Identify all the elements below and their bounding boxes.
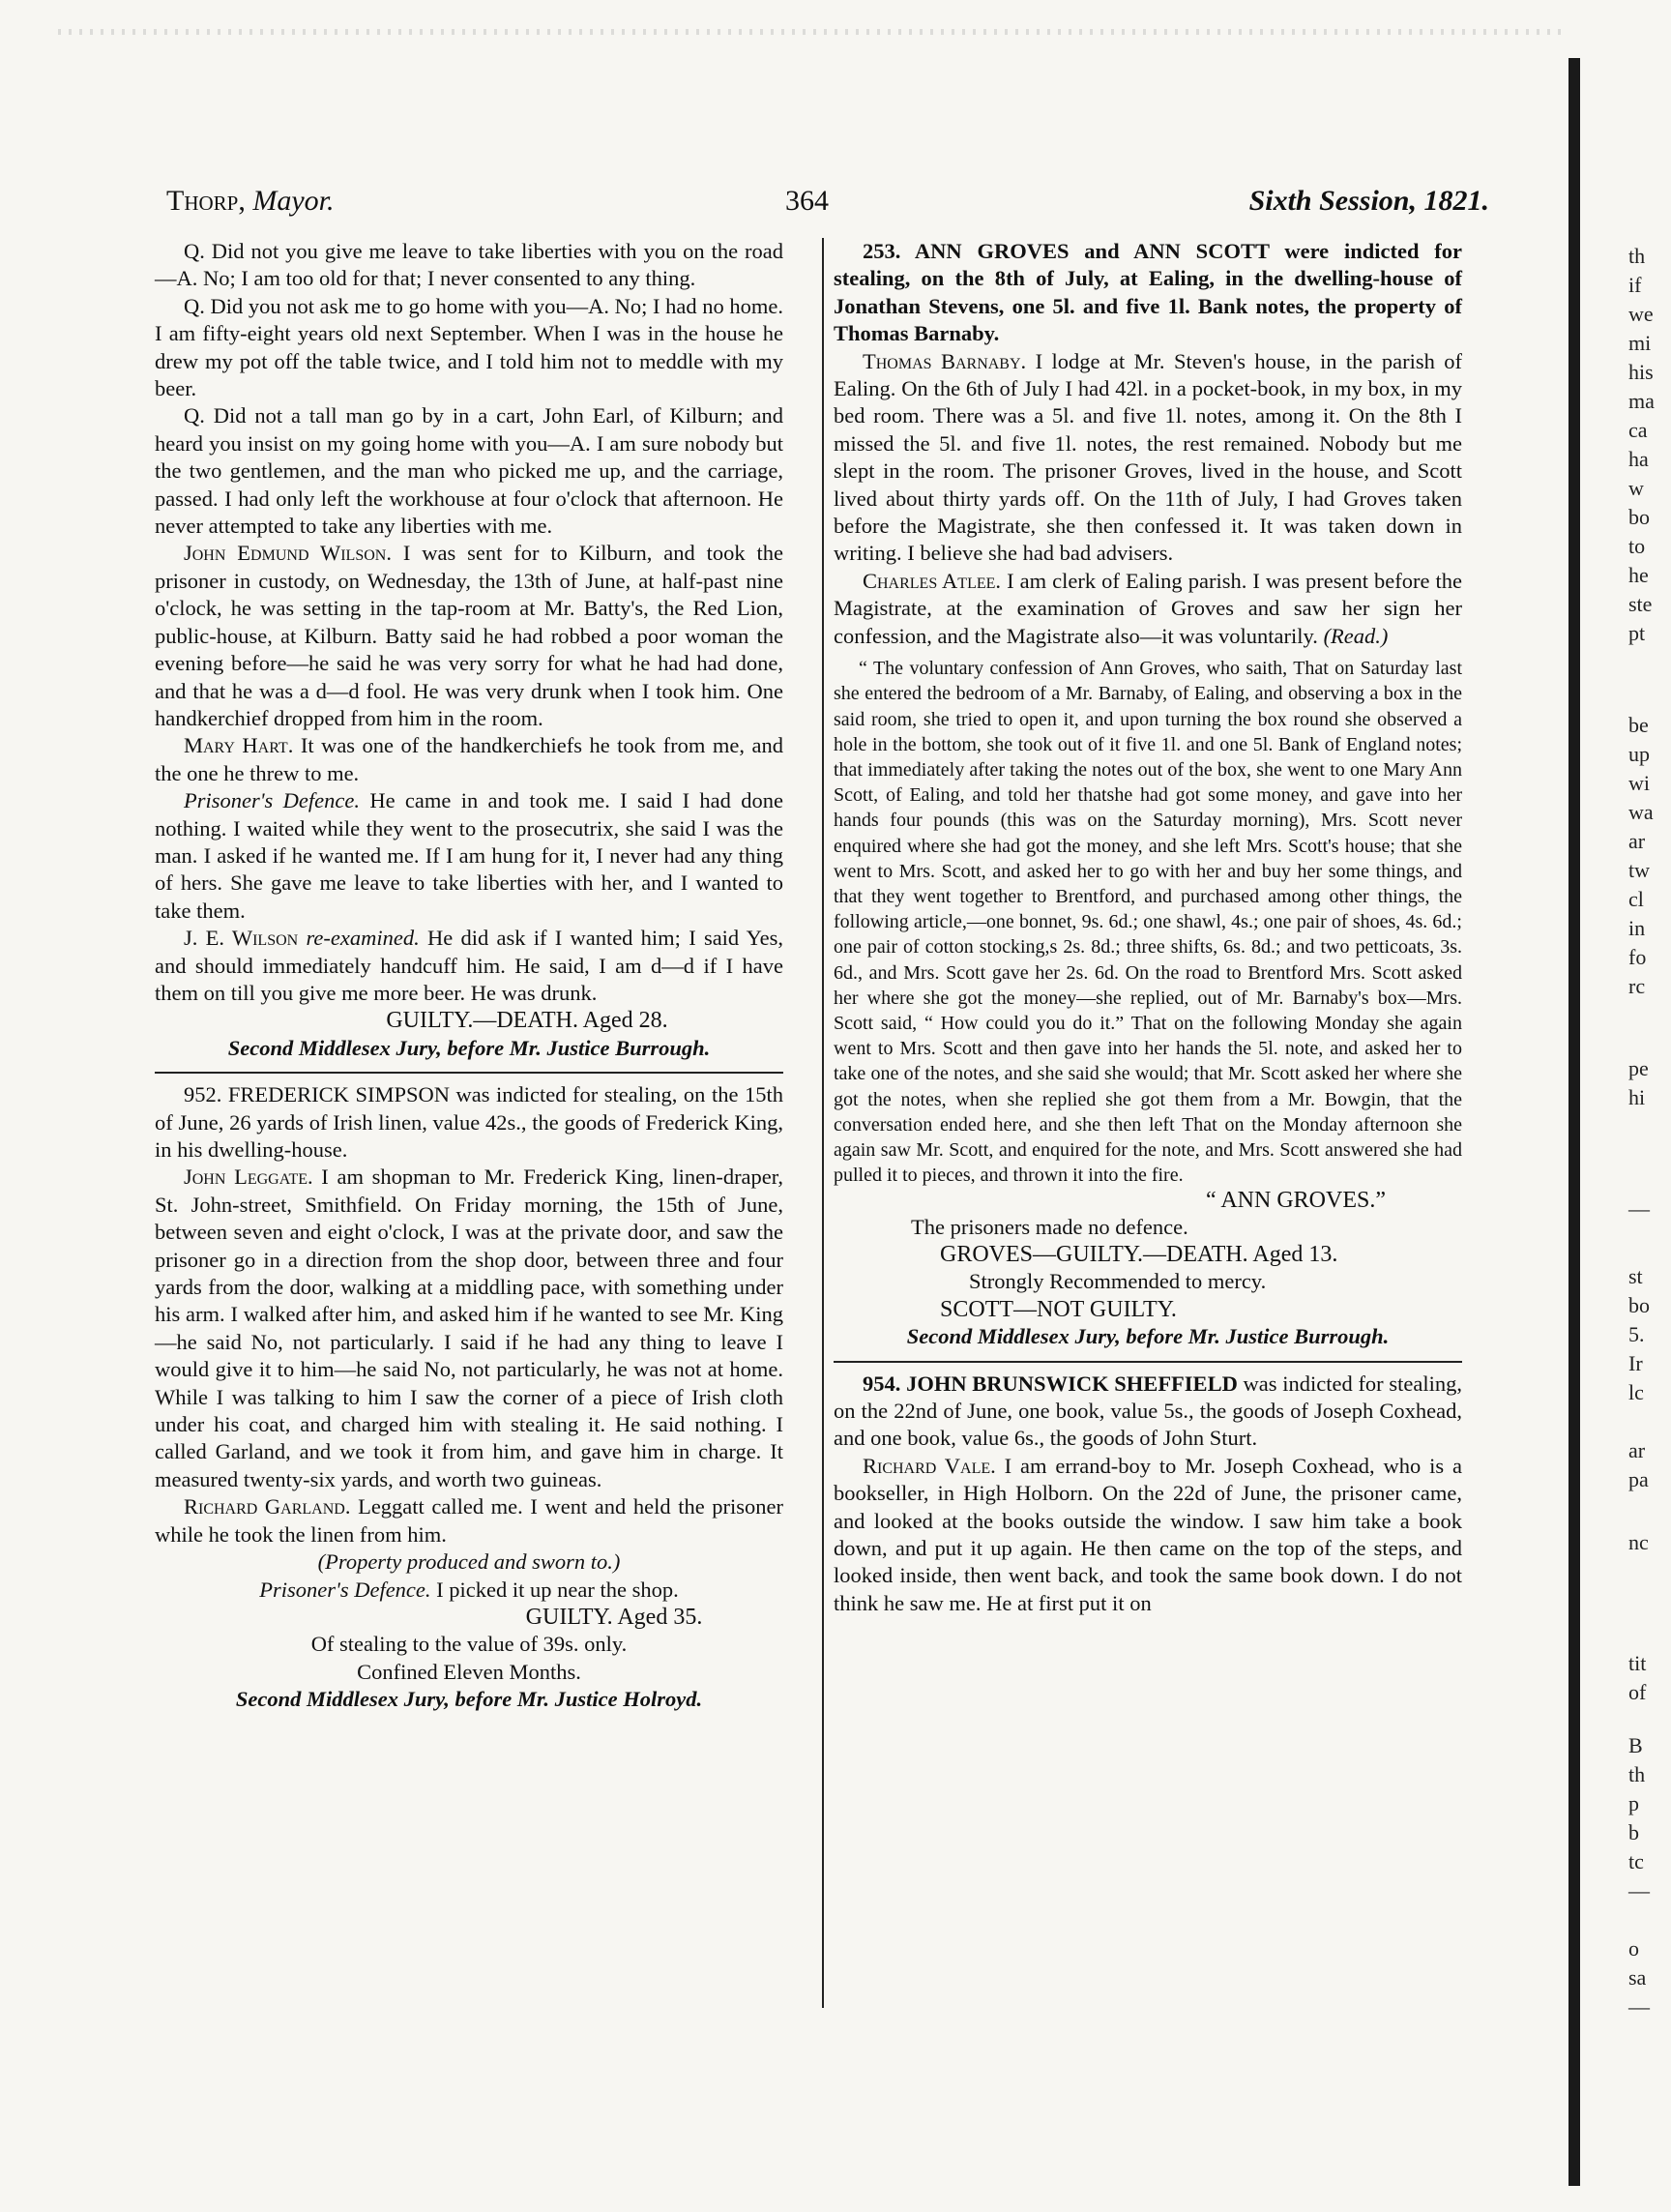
verdict: GROVES—GUILTY.—DEATH. Aged 13. <box>940 1241 1338 1267</box>
verdict: GUILTY. Aged 35. <box>525 1604 703 1630</box>
edge-fragment: tc <box>1628 1849 1644 1873</box>
edge-fragment: up <box>1628 742 1650 766</box>
edge-fragment: B <box>1628 1733 1643 1757</box>
edge-fragment: rc <box>1628 974 1646 998</box>
edge-fragment: th <box>1628 244 1646 268</box>
edge-fragment: — <box>1628 1878 1650 1902</box>
recommendation: Strongly Recommended to mercy. <box>969 1269 1267 1294</box>
testimony: Richard Vale. I am errand-boy to Mr. Joseph Coxhead, who is a bookseller, in High Holborn. On the 22d of June, the prisoner came, and looked at the books outside the window. I saw him take a book down, and put it up again. He then came on the top of the steps, and looked inside, then went back, and took the same book down. I do not think he saw me. He at first put it on <box>834 1453 1462 1615</box>
edge-fragment: bo <box>1628 1293 1650 1317</box>
edge-fragment: pe <box>1628 1056 1649 1080</box>
confession-text: “ The voluntary confession of Ann Groves, who saith, That on Saturday last she entered the bedroom of a Mr. Barnaby, of Ealing, and observing a box in the said room, she tried to open it, and upon turning the box round she observed a hole in the bottom, she took out of it five 1l. and one 5l. Bank of England notes; that immediately after taking the notes out of the box, she went to one Mary Ann Scott, of Ealing, and told her thatshe had got some money, and gave into her hands four pounds (this was on the Saturday morning), Mrs. Scott never enquired where she had got the money, and she left Mrs. Scott's house; that she went to Mrs. Scott, and asked her to go with her and buy her some things, and that they went together to Brentford, and purchased among other things, the following article,—one bonnet, 9s. 6d.; one shawl, 4s.; one pair of shoes, 4s. 6d.; one pair of cotton stocking,s 2s. 8d.; three shifts, 6s. 8d.; and two petticoats, 3s. 6d., and Mrs. Scott gave her 2s. 6d. On the road to Brentford Mrs. Scott asked her where she got the money—she replied, out of Mr. Barnaby's box—Mrs. Scott said, “ How could you do it.” That on the following Monday she again went to Mrs. Scott and then gave into her hands the 5l. note, and asked her to take one of the notes, and she said she would; that Mr. Scott asked her where she got the notes, when she replied she got them from a Mr. Bowgin, that the conversation ended here, and she then left That on the Monday afternoon she again saw Mr. Scott, and enquired for the note, and Mrs. Scott answered she had pulled it to pieces, and thrown it into the fire. <box>834 658 1462 1187</box>
edge-fragment: p <box>1628 1791 1639 1815</box>
scan-noise <box>58 29 1567 35</box>
edge-fragment: b <box>1628 1820 1639 1844</box>
case-indictment: 954. JOHN BRUNSWICK SHEFFIELD was indicted for stealing, on the 22nd of June, one book, value 5s., the goods of Joseph Coxhead, and one book, value 6s., the goods of John Sturt. <box>834 1371 1462 1451</box>
edge-fragment: hi <box>1628 1085 1646 1109</box>
edge-fragment: wi <box>1628 771 1650 795</box>
edge-fragment: lc <box>1628 1380 1644 1404</box>
confession-quote <box>834 656 1462 1213</box>
edge-fragment: mi <box>1628 331 1652 355</box>
edge-fragment: tit <box>1628 1651 1647 1675</box>
case-separator <box>834 1361 1462 1363</box>
edge-fragment: ar <box>1628 829 1646 853</box>
jury-line: Second Middlesex Jury, before Mr. Justice Holroyd. <box>235 1687 703 1712</box>
paragraph: Q. Did not you give me leave to take liberties with you on the road—A. No; I am too old for that; I never consented to any thing. <box>155 239 783 291</box>
defence: Prisoner's Defence. I picked it up near the shop. <box>259 1577 679 1602</box>
edge-fragment: tw <box>1628 858 1650 882</box>
edge-fragment: bo <box>1628 505 1650 529</box>
verdict: SCOTT—NOT GUILTY. <box>940 1296 1177 1322</box>
testimony: J. E. Wilson re-examined. He did ask if I wanted him; I said Yes, and should immediately handcuff him. He said, I am d—d if I have them on till you give me more beer. He was drunk. <box>155 926 783 1005</box>
sentence: Confined Eleven Months. <box>357 1659 581 1684</box>
edge-fragment: of <box>1628 1680 1647 1704</box>
edge-fragment: ar <box>1628 1438 1646 1462</box>
edge-fragment: — <box>1628 1994 1650 2019</box>
edge-fragment: Ir <box>1628 1351 1643 1375</box>
edge-fragment: o <box>1628 1936 1639 1961</box>
page-number: 364 <box>785 185 829 217</box>
confession-signature: “ ANN GROVES.” <box>1206 1188 1386 1214</box>
testimony: Mary Hart. It was one of the handkerchiefs he took from me, and the one he threw to me. <box>155 733 784 785</box>
verdict-detail: Of stealing to the value of 39s. only. <box>310 1632 628 1657</box>
edge-fragment: th <box>1628 1762 1646 1786</box>
edge-fragment: his <box>1628 360 1654 384</box>
edge-fragment: pt <box>1628 621 1646 645</box>
edge-fragment: we <box>1628 302 1654 326</box>
no-defence: The prisoners made no defence. <box>911 1214 1188 1239</box>
edge-fragment: nc <box>1628 1530 1649 1554</box>
testimony: John Edmund Wilson. I was sent for to Kilburn, and took the prisoner in custody, on Wednesday, the 13th of June, at half-past nine o'clock, he was setting in the tap-room at Mr. Batty's, the Red Lion, public-house, at Kilburn. Batty said he had robbed a poor woman the evening before—he said he was very sorry for what he had had done, and that he was a d—d fool. He was very drunk when I took him. One handkerchief dropped from him in the room. <box>155 541 783 730</box>
jury-line: Second Middlesex Jury, before Mr. Justice Burrough. <box>906 1324 1390 1349</box>
page-header <box>166 182 1489 221</box>
paragraph: Q. Did not a tall man go by in a cart, John Earl, of Kilburn; and heard you insist on my going home with you—A. I am sure nobody but the two gentlemen, and the man who picked me up, and the carriage, passed. I had only left the workhouse at four o'clock that afternoon. He never attempted to take any liberties with me. <box>155 403 783 539</box>
testimony: Richard Garland. Leggatt called me. I went and held the prisoner while he took the linen from him. <box>155 1494 784 1547</box>
edge-fragment: if <box>1628 273 1642 297</box>
defence: Prisoner's Defence. He came in and took me. I said I had done nothing. I waited while they went to the prosecutrix, she said I was the man. I asked if he wanted me. If I am hung for it, I never had any thing of hers. She gave me leave to take liberties with her, and I wanted to take them. <box>155 788 783 923</box>
edge-fragment: — <box>1628 1196 1650 1221</box>
edge-fragment: ma <box>1628 389 1655 413</box>
edge-fragment: pa <box>1628 1467 1649 1491</box>
case-indictment: 253. ANN GROVES and ANN SCOTT were indicted for stealing, on the 8th of July, at Ealing, in the dwelling-house of Jonathan Stevens, one 5l. and five 1l. Bank notes, the property of Thomas Barnaby. <box>834 239 1462 346</box>
edge-fragment: fo <box>1628 945 1647 969</box>
edge-fragment: st <box>1628 1264 1643 1288</box>
edge-fragment: ha <box>1628 447 1649 471</box>
edge-fragment: wa <box>1628 800 1654 824</box>
case-separator <box>155 1072 783 1074</box>
header-right: Sixth Session, 1821. <box>1248 185 1489 217</box>
jury-line: Second Middlesex Jury, before Mr. Justice Burrough. <box>227 1035 711 1060</box>
edge-fragment: ca <box>1628 418 1648 442</box>
edge-fragment: he <box>1628 563 1649 587</box>
edge-fragment: cl <box>1628 887 1644 911</box>
testimony: John Leggate. I am shopman to Mr. Frederick King, linen-draper, St. John-street, Smithfield. On Friday morning, the 15th of June, between seven and eight o'clock, I was at the private door, and saw the prisoner go in a direction from the shop door, between three and four yards from the door, walking at a middling pace, with something under his arm. I walked after him, and asked him if he wanted to see Mr. King—he said No, not particularly. I said if he had any thing to leave I would give it to him—he said No, not particularly, he was not at home. While I was talking to him I saw the corner of a piece of Irish cloth under his coat, and charged him with stealing it. He said nothing. I called Garland, and we took it from him, and gave him in charge. It measured twenty-six yards, and worth two guineas. <box>155 1165 783 1491</box>
testimony: Thomas Barnaby. I lodge at Mr. Steven's house, in the parish of Ealing. On the 6th of July I had 42l. in a pocket-book, in my box, in my bed room. There was a 5l. and five 1l. notes, among it. On the 8th I missed the 5l. and five 1l. notes, the rest remained. Nobody but me slept in the room. The prisoner Groves, lived in the house, and Scott lived about thirty yards off. On the 11th of July, I had Groves taken before the Magistrate, she then confessed it. It was taken down in writing. I believe she had bad advisers. <box>834 348 1463 566</box>
case-indictment: 952. FREDERICK SIMPSON was indicted for stealing, on the 15th of June, 26 yards of Irish linen, value 42s., the goods of Frederick King, in his dwelling-house. <box>155 1082 783 1162</box>
edge-fragment: ste <box>1628 592 1653 616</box>
edge-fragment: in <box>1628 916 1646 940</box>
edge-fragment: 5. <box>1628 1322 1645 1346</box>
paragraph: Q. Did you not ask me to go home with you—A. No; I had no home. I am fifty-eight years old next September. When I was in the house he drew my pot off the table twice, and I told him not to meddle with my beer. <box>155 293 783 401</box>
header-left: Thorp, Mayor. <box>166 185 335 217</box>
left-column <box>155 238 783 1714</box>
verdict: GUILTY.—DEATH. Aged 28. <box>386 1008 668 1034</box>
property-note: (Property produced and sworn to.) <box>317 1549 621 1575</box>
edge-fragment: to <box>1628 534 1646 558</box>
page-edge-shadow <box>1568 58 1580 2186</box>
edge-fragment: be <box>1628 713 1649 737</box>
right-column <box>834 238 1462 1617</box>
edge-fragment: w <box>1628 476 1644 500</box>
column-divider <box>822 238 824 2008</box>
testimony: Charles Atlee. I am clerk of Ealing parish. I was present before the Magistrate, at the examination of Groves and saw her sign her confession, and the Magistrate also—it was voluntarily. (Read.) <box>834 568 1462 648</box>
edge-fragment: sa <box>1628 1965 1647 1990</box>
